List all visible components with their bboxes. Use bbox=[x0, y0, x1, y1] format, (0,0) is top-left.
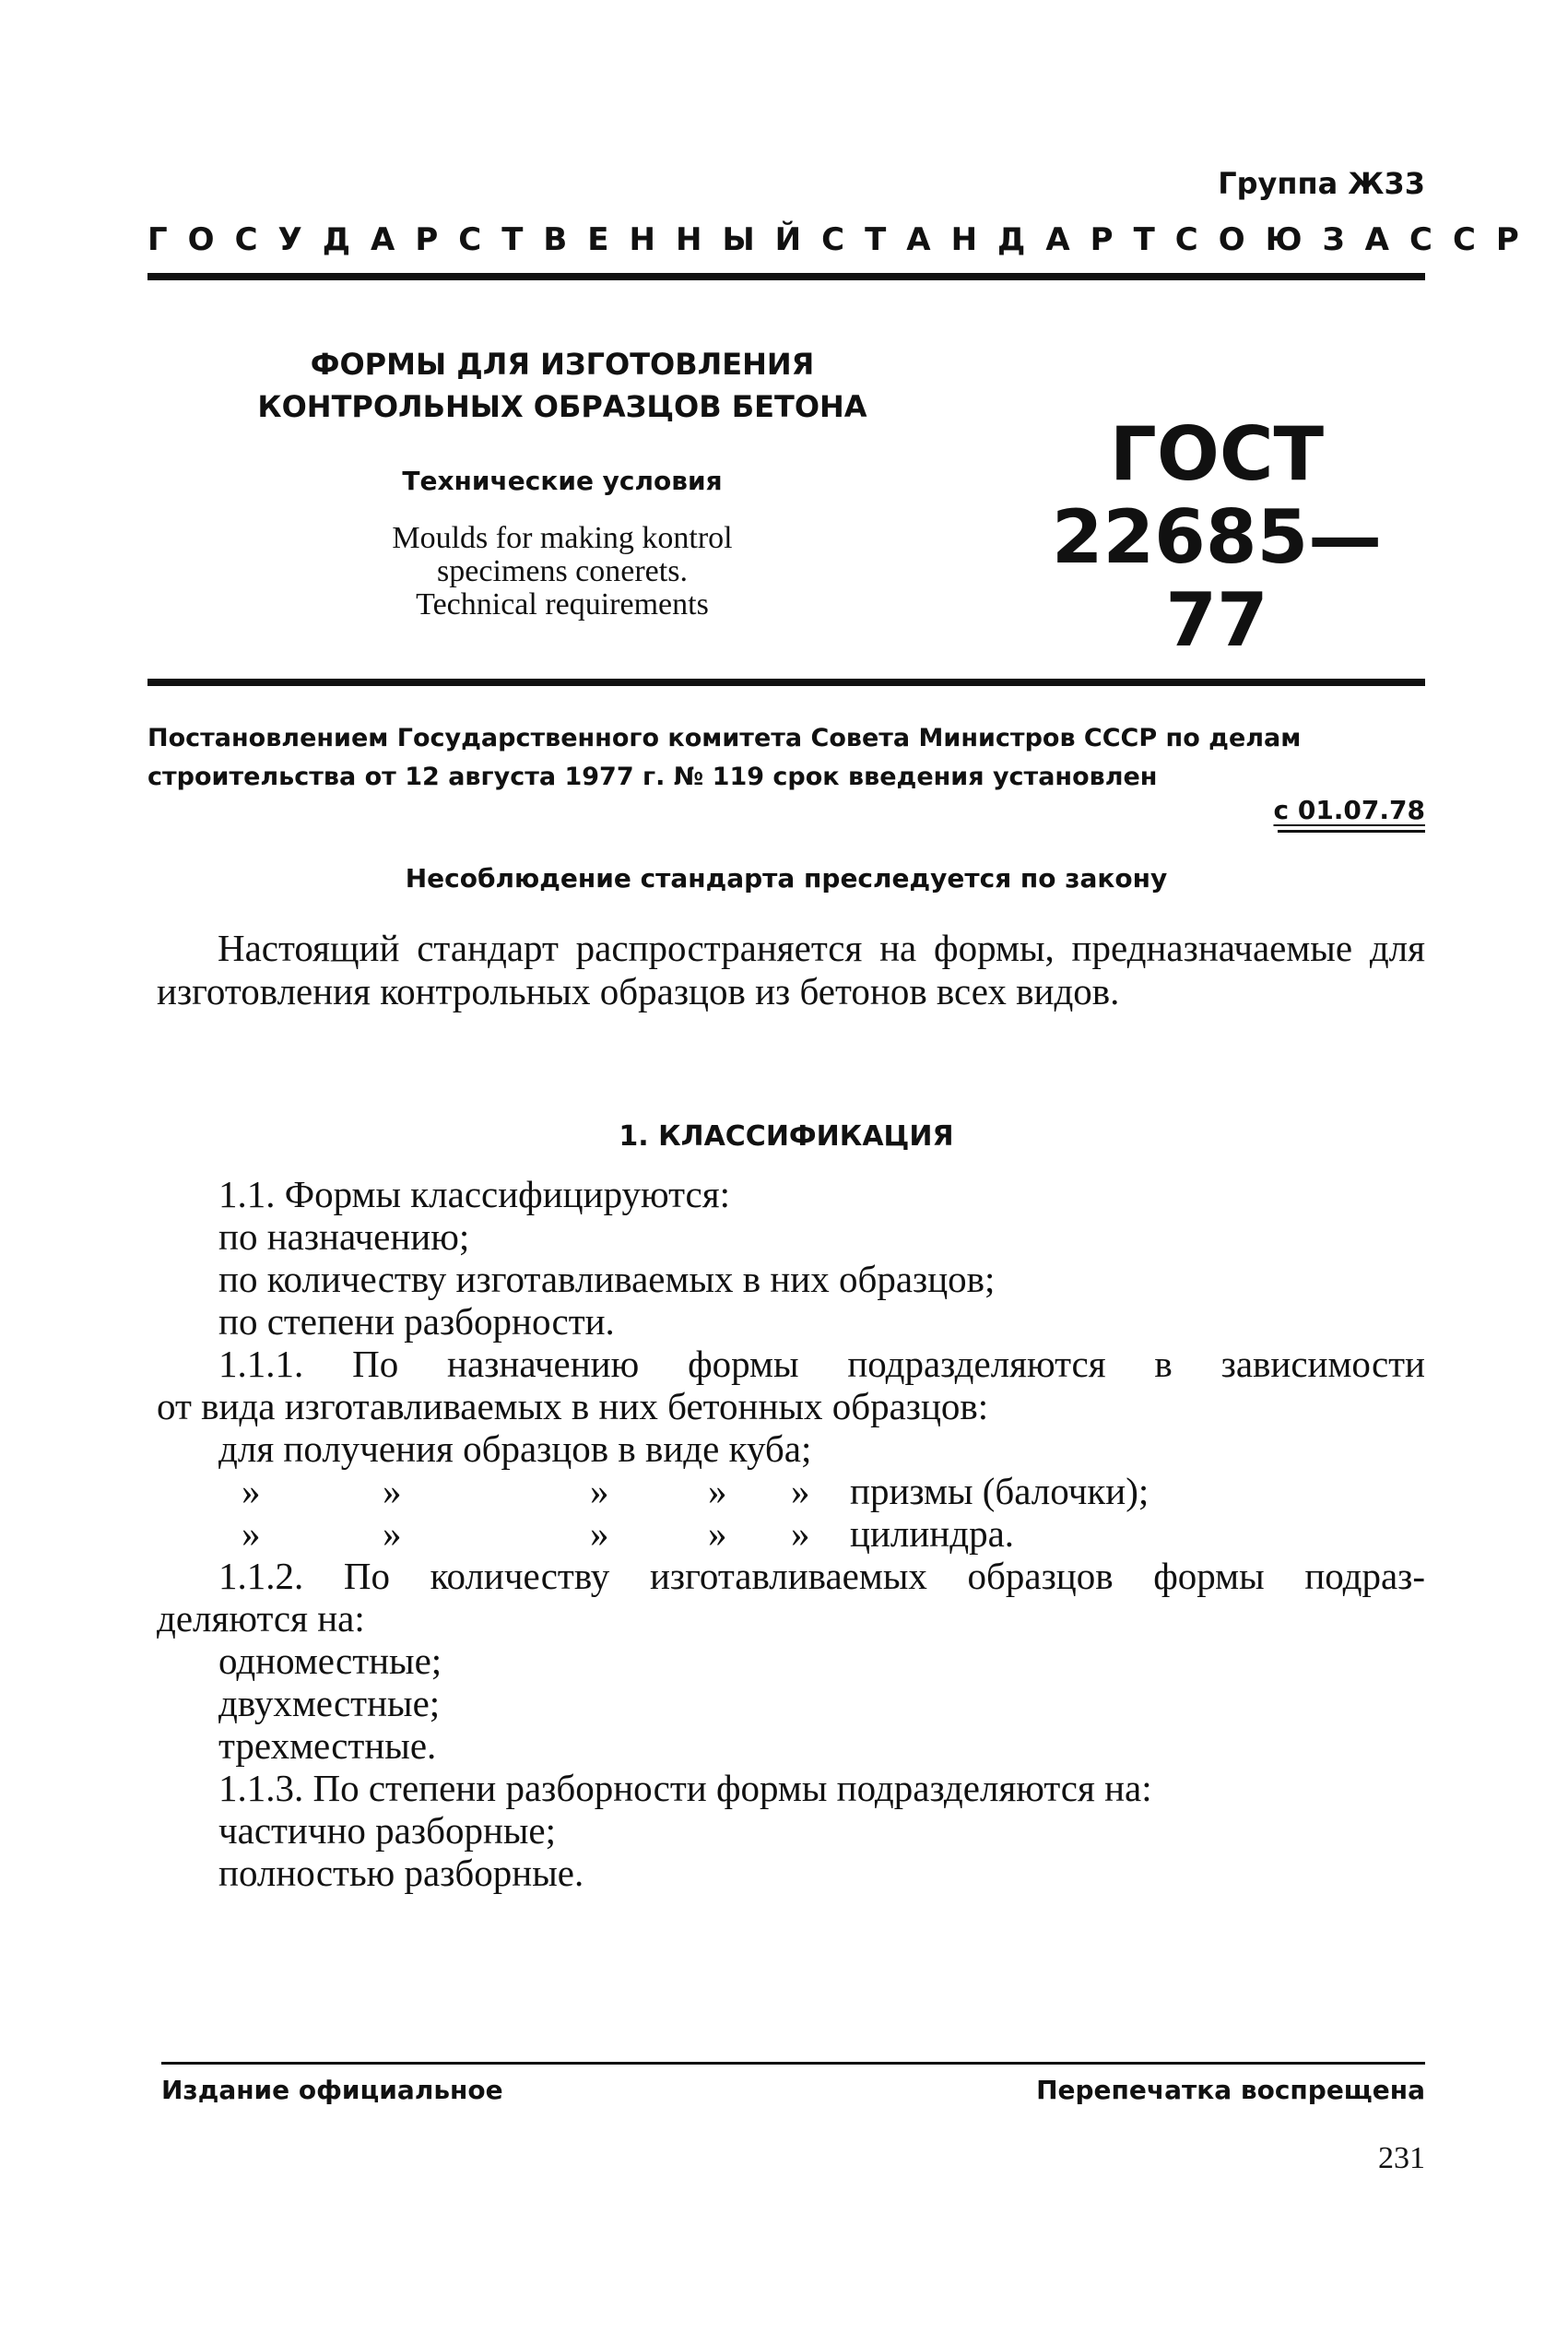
official-edition-label: Издание официальное bbox=[161, 2075, 503, 2105]
footer-rule bbox=[161, 2062, 1425, 2065]
banner-word: СОЮЗА bbox=[1174, 221, 1409, 258]
list-item: по назначению; bbox=[218, 1215, 470, 1258]
ditto-mark: » bbox=[590, 1470, 609, 1512]
gost-label: ГОСТ bbox=[1109, 411, 1325, 497]
banner-word: ССР bbox=[1409, 221, 1539, 258]
resolution-text bbox=[147, 719, 1425, 797]
clause-1-1-2: 1.1.2. По количеству изготавливаемых образцов формы подраз- bbox=[218, 1555, 1425, 1597]
law-notice: Несоблюдение стандарта преследуется по закону bbox=[405, 863, 1168, 894]
resolution-line: Постановлением Государственного комитета Совета Министров СССР по делам bbox=[147, 724, 1302, 752]
intro-paragraph bbox=[157, 927, 1425, 1013]
ditto-mark: » bbox=[708, 1512, 727, 1555]
ditto-mark: » bbox=[383, 1512, 402, 1555]
intro-text: Настоящий стандарт распространяется на формы, предназначаемые для изготовления контрольных образцов из бетонов всех видов. bbox=[157, 927, 1425, 1012]
list-item: двухместные; bbox=[218, 1682, 441, 1724]
clause-1-1: 1.1. Формы классифицируются: bbox=[218, 1173, 730, 1215]
effective-date: с 01.07.78 bbox=[1273, 795, 1425, 825]
document-title-en bbox=[240, 522, 885, 621]
clause-1-1-3: 1.1.3. По степени разборности формы подразделяются на: bbox=[218, 1767, 1152, 1809]
gost-designation bbox=[1032, 413, 1401, 662]
gost-number: 22685—77 bbox=[1051, 494, 1383, 663]
group-label: Группа Ж33 bbox=[1218, 166, 1425, 201]
reprint-prohibited-label: Перепечатка воспрещена bbox=[1036, 2075, 1425, 2105]
list-item: для получения образцов в виде куба; bbox=[218, 1427, 812, 1470]
title-line: specimens conerets. bbox=[437, 554, 688, 588]
title-line: Technical requirements bbox=[416, 587, 709, 621]
ditto-mark: » bbox=[383, 1470, 402, 1512]
list-item: частично разборные; bbox=[218, 1809, 557, 1852]
page-number: 231 bbox=[1378, 2141, 1425, 2175]
header-rule bbox=[147, 273, 1425, 280]
title-line: ФОРМЫ ДЛЯ ИЗГОТОВЛЕНИЯ bbox=[310, 347, 815, 382]
title-line: КОНТРОЛЬНЫХ ОБРАЗЦОВ БЕТОНА bbox=[257, 389, 867, 424]
resolution-line: строительства от 12 августа 1977 г. № 119 срок введения установлен bbox=[147, 763, 1158, 791]
list-item: одноместные; bbox=[218, 1640, 442, 1682]
title-rule bbox=[147, 679, 1425, 686]
clause-1-1-2-cont: деляются на: bbox=[157, 1597, 365, 1640]
section-heading: 1. КЛАССИФИКАЦИЯ bbox=[619, 1120, 954, 1153]
list-item: цилиндра. bbox=[850, 1512, 1015, 1555]
clause-1-1-1: 1.1.1. По назначению формы подразделяются в зависимости bbox=[218, 1343, 1425, 1385]
list-item: по степени разборности. bbox=[218, 1300, 615, 1343]
document-title-ru bbox=[240, 343, 885, 428]
date-rule bbox=[1278, 830, 1425, 833]
ditto-mark: » bbox=[791, 1470, 810, 1512]
document-subtitle-ru: Технические условия bbox=[402, 466, 723, 496]
list-item: по количеству изготавливаемых в них образцов; bbox=[218, 1258, 996, 1300]
ditto-mark: » bbox=[242, 1470, 261, 1512]
ditto-mark: » bbox=[242, 1512, 261, 1555]
banner-word: СТАНДАРТ bbox=[821, 221, 1175, 258]
list-item: призмы (балочки); bbox=[850, 1470, 1149, 1512]
list-item: трехместные. bbox=[218, 1724, 437, 1767]
list-item: полностью разборные. bbox=[218, 1852, 584, 1894]
title-line: Moulds for making kontrol bbox=[392, 521, 733, 555]
state-standard-banner bbox=[147, 221, 1539, 258]
ditto-mark: » bbox=[708, 1470, 727, 1512]
ditto-mark: » bbox=[590, 1512, 609, 1555]
ditto-mark: » bbox=[791, 1512, 810, 1555]
banner-word: ГОСУДАРСТВЕННЫЙ bbox=[147, 221, 822, 258]
clause-1-1-1-cont: от вида изготавливаемых в них бетонных образцов: bbox=[157, 1385, 989, 1427]
